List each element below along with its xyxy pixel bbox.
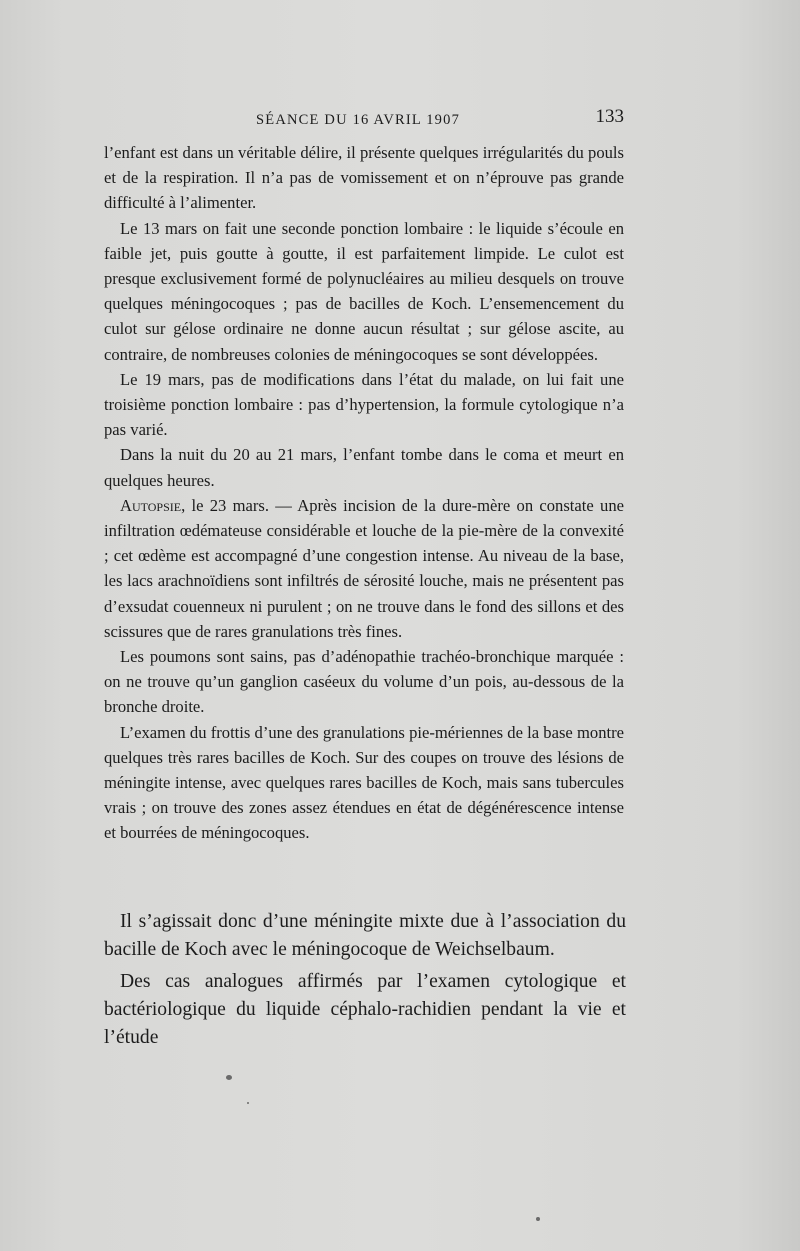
paragraph: Le 19 mars, pas de modifications dans l’état du malade, on lui fait une troisième ponction lombaire : pas d’hypertension, la formule cytologique n’a pas varié. [104, 369, 624, 440]
autopsy-paragraph [104, 493, 624, 644]
print-speck [536, 1217, 540, 1221]
page-number: 133 [595, 106, 624, 127]
case-report-text [104, 140, 624, 846]
autopsy-label: Autopsie [120, 495, 182, 515]
paragraph: Des cas analogues affirmés par l’examen cytologique et bactériologique du liquide céphalo-rachidien pendant la vie et l’étude [104, 971, 626, 1048]
paragraph: l’enfant est dans un véritable délire, il présente quelques irrégularités du pouls et de la respiration. Il n’a pas de vomissement et on n’éprouve pas grande difficulté à l’alimenter. [104, 143, 624, 213]
paragraph: Les poumons sont sains, pas d’adénopathie trachéo-bronchique marquée : on ne trouve qu’un ganglion caséeux du volume d’un pois, au-dessous de la bronche droite. [104, 647, 624, 717]
page-header [104, 106, 624, 136]
paragraph: Le 13 mars on fait une seconde ponction lombaire : le liquide s’écoule en faible jet, puis goutte à goutte, il est parfaitement limpide. Le culot est presque exclusivement formé de polynucléaires au milieu desquels on trouve quelques méningocoques ; pas de bacilles de Koch. L’ensemencement du culot sur gélose ordinaire ne donne aucun résultat ; sur gélose ascite, au contraire, de nombreuses colonies de méningocoques se sont développées. [104, 218, 624, 364]
print-speck [226, 1075, 232, 1080]
conclusion-text [104, 908, 626, 1052]
paragraph: L’examen du frottis d’une des granulations pie-mériennes de la base montre quelques très rares bacilles de Koch. Sur des coupes on trouve des lésions de méningite intense, avec quelques rares bacilles de Koch, mais sans tubercules vrais ; on trouve des zones assez étendues en état de dégénérescence intense et bourrées de méningocoques. [104, 722, 624, 843]
paragraph: Il s’agissait donc d’une méningite mixte due à l’association du bacille de Koch avec le méningocoque de Weichselbaum. [104, 911, 626, 960]
running-head: SÉANCE DU 16 AVRIL 1907 [256, 112, 461, 128]
print-speck [247, 1102, 249, 1104]
autopsy-text: , le 23 mars. — Après incision de la dure-mère on constate une infiltration œdémateuse considérable et louche de la pie-mère de la convexité ; cet œdème est accompagné d’une congestion intense. Au niveau de la base, les lacs arachnoïdiens sont infiltrés de sérosité louche, mais ne présentent pas d’exsudat couenneux ni purulent ; on ne trouve dans le fond des sillons et des scissures que de rares granulations très fines. [104, 495, 624, 641]
paragraph: Dans la nuit du 20 au 21 mars, l’enfant tombe dans le coma et meurt en quelques heures. [104, 445, 624, 490]
